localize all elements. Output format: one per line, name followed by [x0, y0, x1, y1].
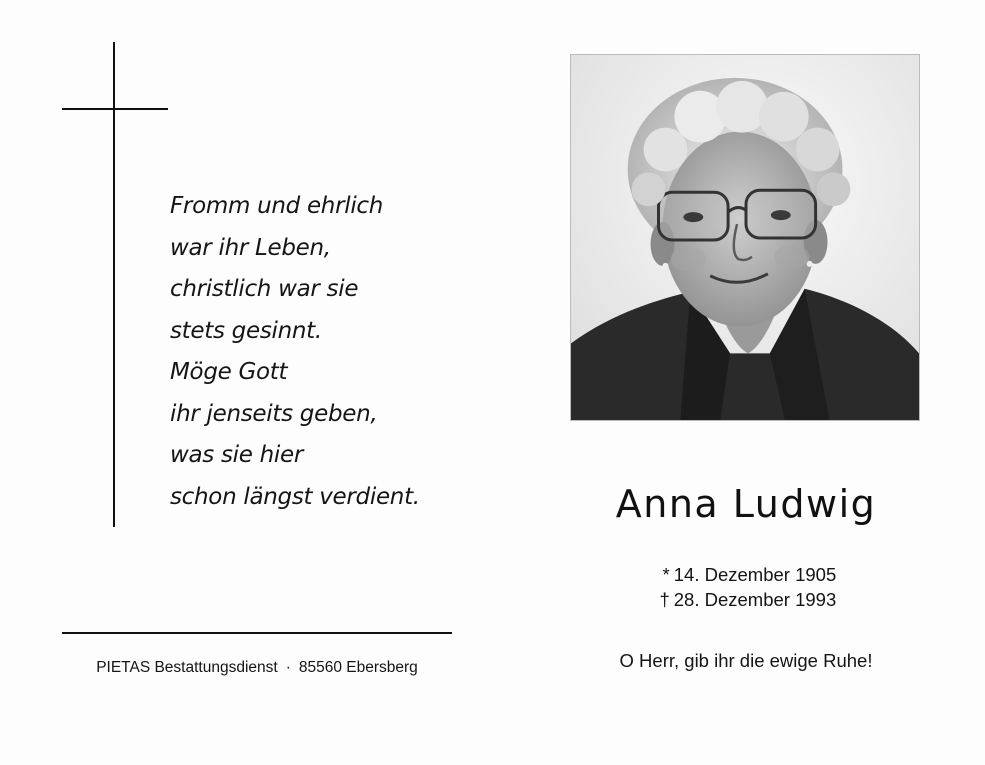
prayer-line: O Herr, gib ihr die ewige Ruhe! — [619, 650, 873, 671]
footer-separator: · — [285, 659, 291, 676]
birth-date-row — [560, 562, 932, 587]
poem-line: christlich war sie — [170, 276, 359, 302]
cross-horizontal-bar — [62, 108, 168, 110]
death-date-row — [560, 587, 932, 612]
funeral-home-footer — [62, 659, 452, 677]
poem-line: war ihr Leben, — [170, 234, 331, 261]
death-cross-symbol: † — [659, 589, 670, 610]
deceased-name: Anna Ludwig — [615, 482, 877, 526]
cross-vertical-bar — [113, 42, 115, 527]
poem-line: ihr jenseits geben, — [170, 400, 378, 427]
birth-date: 14. Dezember 1905 — [673, 564, 837, 585]
footer-divider — [62, 632, 452, 634]
death-date: 28. Dezember 1993 — [673, 589, 837, 610]
portrait-photo — [570, 54, 920, 421]
poem-line: Fromm und ehrlich — [170, 193, 384, 219]
life-dates — [560, 562, 932, 612]
poem-line: was sie hier — [170, 442, 304, 468]
portrait-image — [571, 55, 919, 420]
poem-line: stets gesinnt. — [170, 317, 322, 344]
funeral-home-name: PIETAS Bestattungsdienst — [96, 659, 278, 676]
birth-symbol: * — [662, 564, 670, 585]
funeral-home-location: 85560 Ebersberg — [298, 659, 418, 676]
poem-line: schon längst verdient. — [170, 483, 420, 510]
memorial-poem — [170, 186, 470, 518]
poem-line: Möge Gott — [170, 359, 288, 385]
